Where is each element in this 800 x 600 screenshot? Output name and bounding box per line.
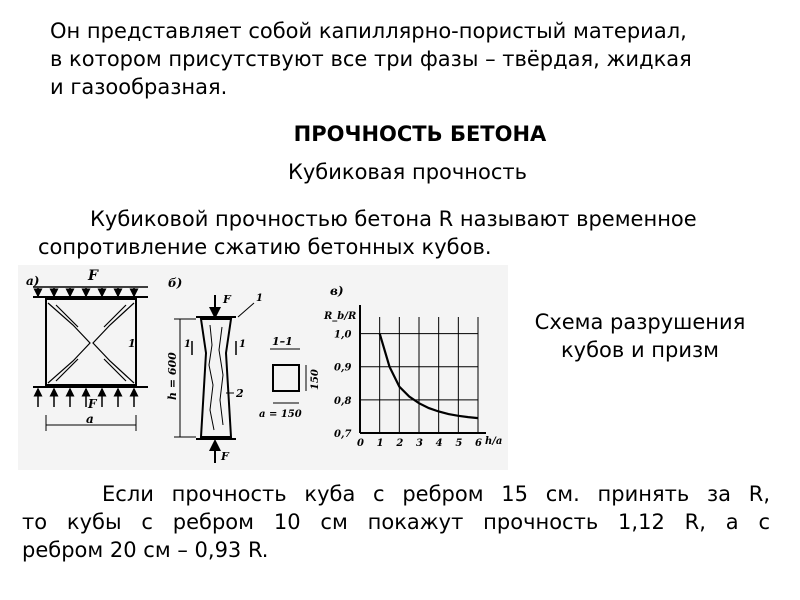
scheme-caption-line: кубов и призм xyxy=(560,338,719,362)
definition-paragraph xyxy=(38,205,778,261)
chart-x-tick-label: 0 xyxy=(357,438,364,449)
chart-series xyxy=(380,334,478,419)
chart-x-tick-label: 3 xyxy=(416,438,423,449)
intro-line: и газообразная. xyxy=(50,75,228,99)
chart-x-tick-label: 4 xyxy=(435,438,443,449)
panel-b-section-left: 1 xyxy=(184,339,191,350)
prism-outline xyxy=(201,319,231,437)
definition-line: сопротивление сжатию бетонных кубов. xyxy=(38,235,492,259)
panel-a-force-top: F xyxy=(88,268,98,284)
panel-a-cube-diagram xyxy=(26,268,148,431)
page-title: ПРОЧНОСТЬ БЕТОНА xyxy=(293,122,547,146)
chart-x-tick-label: 1 xyxy=(376,438,384,449)
note-paragraph xyxy=(22,480,770,564)
panel-a-mark-1: 1 xyxy=(128,337,136,350)
panel-b-section-right: 1 xyxy=(239,339,246,350)
bottom-load-arrows xyxy=(38,389,134,407)
intro-line: в котором присутствуют все три фазы – твёрдая, жидкая xyxy=(50,47,692,71)
definition-line: Кубиковой прочностью бетона R называют временное xyxy=(90,207,697,231)
chart-y-tick-label: 0,9 xyxy=(334,362,352,374)
chart-x-axis-label: h/a xyxy=(485,436,503,447)
panel-b-prism-diagram xyxy=(166,276,321,463)
panel-b-section-width: a = 150 xyxy=(259,409,302,420)
failure-scheme-figure xyxy=(18,265,508,470)
intro-paragraph xyxy=(50,17,790,101)
top-load-arrows xyxy=(38,288,134,296)
panel-b-section-height: 150 xyxy=(310,369,321,390)
panel-b-mark-2: 2 xyxy=(236,387,244,400)
cube-crack-pattern xyxy=(48,303,134,383)
chart-y-axis-label: R_b/R xyxy=(324,311,357,322)
chart-x-tick-label: 5 xyxy=(455,438,463,449)
panel-b-force-top: F xyxy=(223,293,231,306)
panel-a-dimension-label: a xyxy=(86,412,94,426)
cross-section-square xyxy=(273,365,299,391)
note-line: то кубы с ребром 10 см покажут прочность 1,12 R, а с xyxy=(22,510,770,534)
panel-b-section-title: 1–1 xyxy=(272,335,293,348)
chart-series-line xyxy=(380,334,478,419)
chart-y-tick-label: 0,7 xyxy=(334,429,352,440)
chart-y-tick-label: 0,8 xyxy=(334,395,352,407)
chart-tick-labels xyxy=(334,330,482,449)
intro-line: Он представляет собой капиллярно-пористый материал, xyxy=(50,19,687,43)
panel-c-label: в) xyxy=(330,284,344,298)
scheme-caption-line: Схема разрушения xyxy=(534,310,746,334)
panel-a-label: а) xyxy=(26,274,40,288)
scheme-caption xyxy=(510,308,770,364)
panel-c-chart xyxy=(323,284,502,449)
chart-x-tick-label: 2 xyxy=(396,438,404,449)
prism-crack-pattern xyxy=(209,325,223,430)
note-line: Если прочность куба с ребром 15 см. принять за R, xyxy=(102,482,770,506)
chart-x-tick-label: 6 xyxy=(475,438,482,449)
chart-y-tick-label: 1,0 xyxy=(334,329,352,341)
panel-b-mark-1: 1 xyxy=(256,293,263,304)
panel-b-label: б) xyxy=(168,276,183,290)
page-subtitle: Кубиковая прочность xyxy=(287,160,528,184)
figure-svg xyxy=(18,265,508,470)
panel-b-height-label: h = 600 xyxy=(166,352,179,400)
panel-a-force-bottom: F xyxy=(88,397,97,411)
chart-axes xyxy=(360,305,486,433)
panel-b-force-bottom: F xyxy=(221,450,229,463)
note-line: ребром 20 см – 0,93 R. xyxy=(22,538,269,562)
